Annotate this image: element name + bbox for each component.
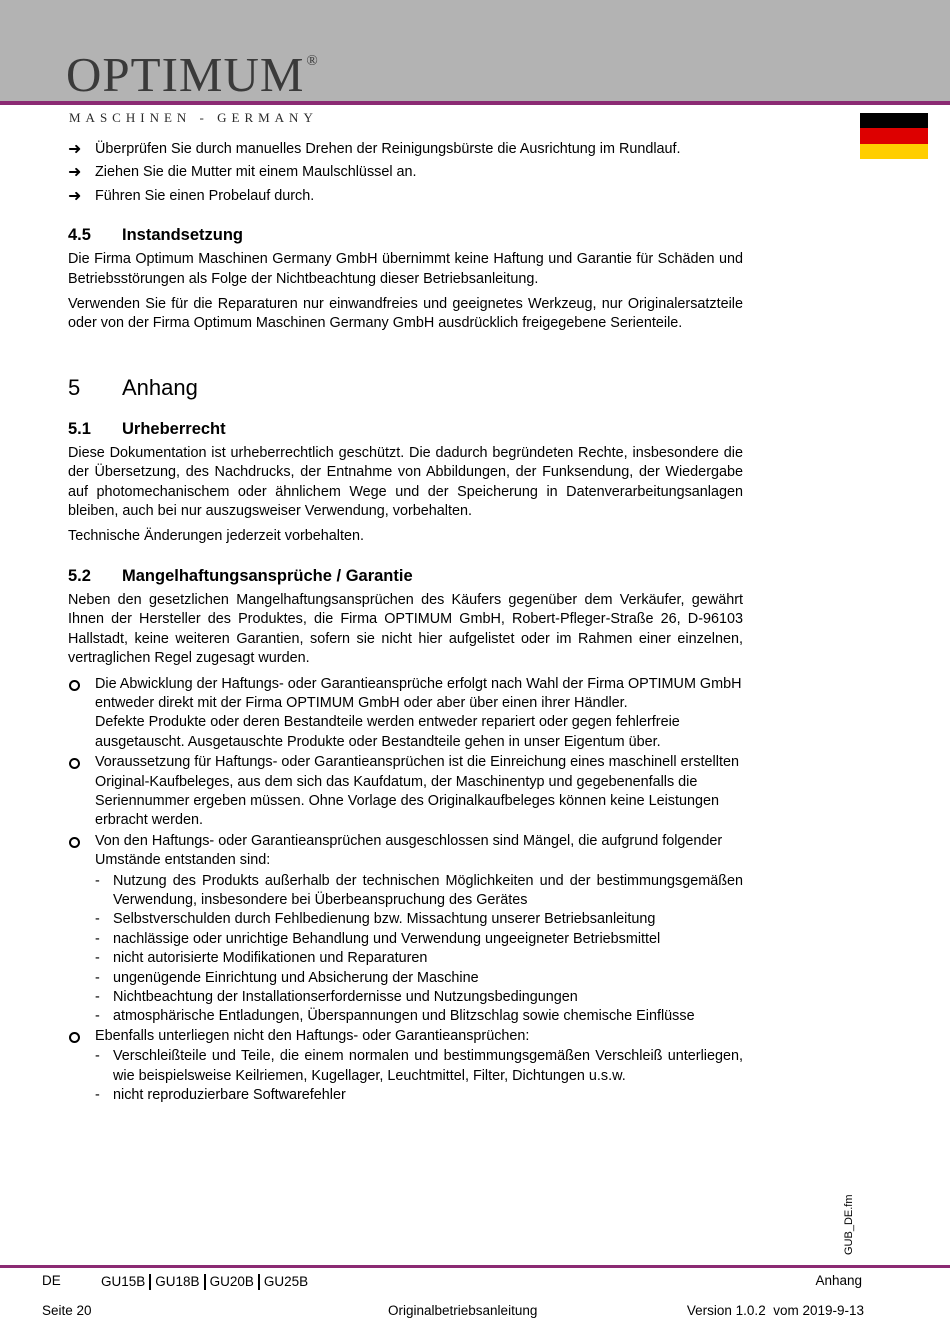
sub-list-item: - Nutzung des Produkts außerhalb der technischen Möglichkeiten und der bestimmungsgemäßen Verwendung, insbesondere bei Überbeanspruchung des Gerätes xyxy=(95,872,743,908)
footer-models: GU15B GU18B GU20B GU25B xyxy=(101,1274,309,1289)
sub-list-item: - ungenügende Einrichtung und Absicherung der Maschine xyxy=(95,969,479,986)
bullet-circle-icon xyxy=(69,680,80,691)
list-item: Ebenfalls unterliegen nicht den Haftungs- oder Garantieansprüchen: xyxy=(68,1027,743,1046)
bullet-circle-icon xyxy=(69,758,80,769)
brand-tagline: MASCHINEN - GERMANY xyxy=(69,110,318,125)
sub-list-item: - Verschleißteile und Teile, die einem normalen und bestimmungsgemäßen Verschleiß unterliegen, wie beispielsweise Keilriemen, Kugellager, Leuchtmittel, Filter, Dichtungen u.s.w. xyxy=(95,1048,743,1084)
sub-list-item: - nicht autorisierte Modifikationen und Reparaturen xyxy=(95,950,428,967)
footer-version: Version 1.0.2 vom 2019-9-13 xyxy=(686,1303,864,1318)
arrow-right-icon: ➜ xyxy=(68,141,82,158)
step-item: ➜ Ziehen Sie die Mutter mit einem Maulschlüssel an. xyxy=(68,164,417,182)
bullet-circle-icon xyxy=(69,837,80,848)
footer-document-title: Originalbetriebsanleitung xyxy=(388,1303,538,1318)
footer-section: Anhang xyxy=(815,1273,862,1288)
sub-list-item: - nachlässige oder unrichtige Behandlung und Verwendung ungeeigneter Betriebsmittel xyxy=(95,930,661,947)
section-heading-5-1: 5.1 Urheberrecht xyxy=(68,419,226,438)
brand-logo: OPTIMUM ® xyxy=(66,47,319,102)
page-content xyxy=(68,140,743,1105)
section-heading-5-2: 5.2 Mangelhaftungsansprüche / Garantie xyxy=(68,566,413,585)
footer-divider xyxy=(0,1265,950,1268)
list-item: Die Abwicklung der Haftungs- oder Garantieansprüche erfolgt nach Wahl der Firma OPTIMUM GmbH entweder direkt mit der Firma OPTIMUM GmbH oder aber über einen ihrer Händler. Defekte Produkte oder deren Bestandteile werden entweder repariert oder gegen fehlerfreie ausgetauscht. Ausgetauschte Produkte oder Bestandteile gehen in unser Eigentum über. xyxy=(68,675,743,753)
chapter-heading-5: 5 Anhang xyxy=(68,374,198,400)
arrow-right-icon: ➜ xyxy=(68,187,82,205)
footer-language: DE xyxy=(42,1273,61,1288)
paragraph: Diese Dokumentation ist urheberrechtlich geschützt. Die dadurch begründeten Rechte, insbesondere die der Übersetzung, des Nachdrucks, der Entnahme von Abbildungen, der Funksendung, der Wiedergabe auf photomechanischem oder ähnlichem Wege und der Speicherung in Datenverarbeitungsanlagen bleiben, auch bei nur auszugsweiser Verwendung, vorbehalten. xyxy=(68,444,743,520)
sub-list-item: - nicht reproduzierbare Softwarefehler xyxy=(95,1087,346,1104)
list-item: Von den Haftungs- oder Garantieansprüchen ausgeschlossen sind Mängel, die aufgrund folgender Umstände entstanden sind: xyxy=(68,832,743,871)
footer-page-number: Seite 20 xyxy=(42,1303,92,1318)
paragraph: Die Firma Optimum Maschinen Germany GmbH übernimmt keine Haftung und Garantie für Schäden und Betriebsstörungen als Folge der Nichtbeachtung dieser Betriebsanleitung. xyxy=(68,251,743,287)
list-item: Voraussetzung für Haftungs- oder Garantieansprüchen ist die Einreichung eines maschinell erstellten Original-Kaufbeleges, aus dem sich das Kaufdatum, der Maschinentyp und gegebenenfalls die Seriennummer ergeben müssen. Ohne Vorlage des Originalkaufbeleges können keine Leistungen erbracht werden. xyxy=(68,753,743,831)
paragraph: Neben den gesetzlichen Mangelhaftungsansprüchen des Käufers gegenüber dem Verkäufer, gewährt Ihnen der Hersteller des Produktes, die Firma OPTIMUM GmbH, Robert-Pfleger-Straße 26, D-96103 Hallstadt, keine weiteren Garantien, sofern sie nicht hier aufgelistet oder im Rahmen einer einzelnen, vertraglichen Regel zugesagt wurden. xyxy=(68,591,743,667)
sub-list-item: - Nichtbeachtung der Installationserfordernisse und Nutzungsbedingungen xyxy=(95,989,578,1005)
step-item: ➜ Überprüfen Sie durch manuelles Drehen der Reinigungsbürste die Ausrichtung im Rundlauf. xyxy=(68,141,681,158)
sub-list-item: - Selbstverschulden durch Fehlbedienung bzw. Missachtung unserer Betriebsanleitung xyxy=(95,911,656,928)
sub-list-item: - atmosphärische Entladungen, Überspannungen und Blitzschlag sowie chemische Einflüsse xyxy=(95,1008,695,1025)
bullet-circle-icon xyxy=(69,1032,80,1043)
step-item: ➜ Führen Sie einen Probelauf durch. xyxy=(68,187,315,205)
file-name-label: GUB_DE.fm xyxy=(843,1194,855,1255)
paragraph: Verwenden Sie für die Reparaturen nur einwandfreies und geeignetes Werkzeug, nur Originalersatzteile oder von der Firma Optimum Maschinen Germany GmbH ausdrücklich freigegebene Serienteile. xyxy=(68,296,743,332)
section-heading-4-5: 4.5 Instandsetzung xyxy=(68,226,244,245)
arrow-right-icon: ➜ xyxy=(68,164,82,182)
german-flag-icon xyxy=(860,113,928,159)
paragraph: Technische Änderungen jederzeit vorbehalten. xyxy=(68,528,365,545)
